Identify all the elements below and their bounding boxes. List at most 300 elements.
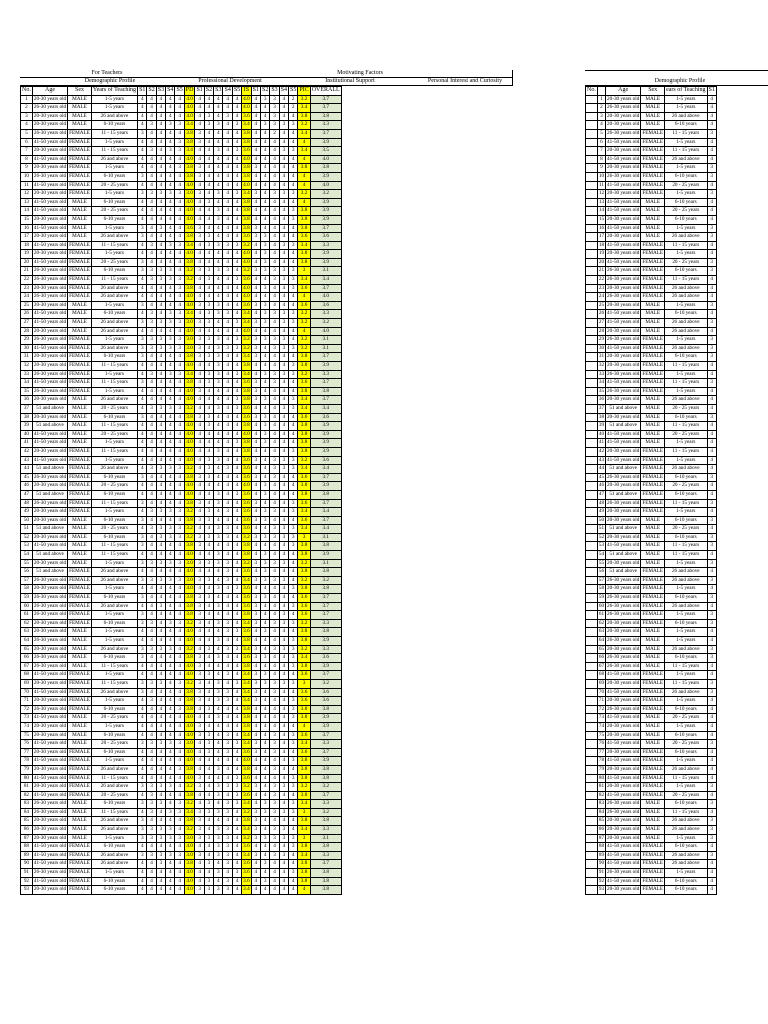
table-cell: FEMALE (68, 886, 92, 895)
table-cell: 3 (195, 336, 204, 345)
table-cell: 41-50 years old (32, 757, 67, 766)
table-cell: 4 (156, 869, 165, 878)
table-cell: 3.6 (242, 774, 251, 783)
table-cell: 41-50 years old (32, 542, 67, 551)
column-header: PIC (298, 87, 310, 96)
table-cell: 4 (166, 250, 175, 259)
table-cell: 3 (289, 276, 298, 285)
table-cell: 41-50 years old (606, 757, 641, 766)
table-cell: 69 (21, 679, 33, 688)
table-cell: 3 (147, 800, 156, 809)
table-cell: 3.3 (310, 826, 341, 835)
table-row (21, 164, 342, 173)
table-cell: 3.7 (310, 224, 341, 233)
table-cell: 41-50 years old (606, 714, 641, 723)
table-cell: 3 (279, 370, 288, 379)
table-cell: 4 (261, 181, 270, 190)
table-cell: 4 (251, 276, 260, 285)
table-row (21, 396, 342, 405)
table-cell: MALE (68, 628, 92, 637)
table-cell: 20 - 25 years (665, 525, 707, 534)
table-cell: 20-30 years old (32, 301, 67, 310)
table-cell: 4 (289, 250, 298, 259)
table-cell: 4 (214, 233, 223, 242)
table-cell: 3 (195, 576, 204, 585)
table-cell (586, 439, 598, 448)
table-cell: 6-10 years (665, 731, 707, 740)
table-cell: MALE (641, 662, 665, 671)
table-cell: 20-30 years old (606, 413, 641, 422)
table-cell: 3 (166, 267, 175, 276)
table-cell: 4 (279, 499, 288, 508)
table-cell: 3.8 (298, 422, 310, 431)
table-cell: 4 (214, 705, 223, 714)
table-cell: 3 (707, 233, 716, 242)
table-cell: 4 (232, 473, 241, 482)
table-cell: 4 (156, 765, 165, 774)
table-cell: 4 (232, 301, 241, 310)
table-cell: 3 (166, 826, 175, 835)
table-cell: 4 (138, 112, 147, 121)
table-cell: 3 (195, 301, 204, 310)
table-cell: 3.6 (242, 276, 251, 285)
table-cell: FEMALE (68, 783, 92, 792)
table-cell: 41-50 years old (606, 181, 641, 190)
table-cell: 4 (279, 327, 288, 336)
column-header: Age (32, 87, 67, 96)
table-cell: 4 (707, 714, 716, 723)
table-cell: 26-30 years old (32, 594, 67, 603)
table-cell: 4 (707, 276, 716, 285)
table-cell (586, 172, 598, 181)
table-cell: 4 (204, 430, 213, 439)
table-cell: 3.6 (242, 499, 251, 508)
table-cell: 4 (166, 224, 175, 233)
table-cell: 1-5 years (91, 834, 137, 843)
table-cell: 4 (204, 628, 213, 637)
table-cell: 3 (138, 851, 147, 860)
table-cell: 3.2 (310, 679, 341, 688)
table-cell: 3 (204, 576, 213, 585)
table-cell: 3.8 (298, 637, 310, 646)
table-cell: 83 (597, 800, 605, 809)
table-cell: 3.2 (310, 808, 341, 817)
table-cell: FEMALE (68, 791, 92, 800)
table-cell: 3 (138, 516, 147, 525)
table-cell: 3.9 (310, 430, 341, 439)
table-cell: 3 (175, 800, 184, 809)
table-cell: 3.0 (184, 190, 195, 199)
table-row (586, 224, 717, 233)
table-cell: 4 (298, 293, 310, 302)
table-cell: 4 (147, 413, 156, 422)
table-cell: 4 (138, 765, 147, 774)
table-cell: 3 (232, 404, 241, 413)
table-cell: 4 (232, 164, 241, 173)
table-cell: 4 (251, 791, 260, 800)
table-cell: 3.8 (298, 774, 310, 783)
table-cell: 26 and above (91, 396, 137, 405)
table-cell: 3 (138, 233, 147, 242)
table-cell: 66 (21, 654, 33, 663)
table-cell: 3.3 (310, 370, 341, 379)
right-data-table (585, 86, 717, 895)
table-cell: 4 (175, 654, 184, 663)
table-row (586, 602, 717, 611)
table-cell: 4 (138, 276, 147, 285)
table-cell: 3.6 (310, 456, 341, 465)
table-cell: 4 (166, 353, 175, 362)
table-cell: 26 and above (91, 860, 137, 869)
table-cell: MALE (641, 834, 665, 843)
table-cell: 3 (707, 129, 716, 138)
table-cell: 11 - 15 years (665, 379, 707, 388)
table-cell: 4 (707, 697, 716, 706)
table-cell: 26-30 years old (606, 705, 641, 714)
table-cell: MALE (641, 714, 665, 723)
table-cell: 4 (261, 714, 270, 723)
table-row (21, 886, 342, 895)
table-cell: 3 (232, 800, 241, 809)
table-cell: 3 (138, 379, 147, 388)
table-cell: 26 and above (665, 112, 707, 121)
table-cell: 4 (251, 843, 260, 852)
table-cell (586, 276, 598, 285)
table-cell: 4.0 (184, 155, 195, 164)
table-cell: 45 (597, 473, 605, 482)
table-cell: 3 (597, 112, 605, 121)
table-cell: 1-5 years (91, 138, 137, 147)
table-cell: 4 (279, 224, 288, 233)
table-cell: 4 (279, 697, 288, 706)
table-cell: FEMALE (68, 594, 92, 603)
table-cell: 4 (232, 826, 241, 835)
table-cell: 4 (279, 860, 288, 869)
table-cell: 4 (214, 181, 223, 190)
table-cell: 3.8 (298, 207, 310, 216)
table-row (586, 490, 717, 499)
table-cell: FEMALE (641, 181, 665, 190)
column-header: PD (184, 87, 195, 96)
table-cell: 3.2 (184, 679, 195, 688)
table-cell: 4 (156, 628, 165, 637)
table-cell: 4 (156, 379, 165, 388)
table-cell: 26-30 years old (606, 654, 641, 663)
table-cell: 57 (597, 576, 605, 585)
table-cell: MALE (68, 834, 92, 843)
table-cell: 4 (214, 860, 223, 869)
table-cell: 6-10 years (665, 516, 707, 525)
table-cell: 4 (195, 791, 204, 800)
table-cell: 1-5 years (665, 387, 707, 396)
table-cell: 4 (175, 129, 184, 138)
table-cell: 3 (223, 851, 232, 860)
table-cell: 4 (251, 207, 260, 216)
table-cell: 4 (204, 791, 213, 800)
table-cell: 32 (21, 362, 33, 371)
table-cell: 56 (21, 568, 33, 577)
table-cell: FEMALE (68, 611, 92, 620)
table-cell: 41-50 years old (606, 456, 641, 465)
table-cell: 4 (138, 628, 147, 637)
table-cell: 4 (289, 172, 298, 181)
table-cell: 3 (175, 319, 184, 328)
table-cell: 4 (223, 473, 232, 482)
table-cell: 92 (597, 877, 605, 886)
table-cell: 3.8 (184, 413, 195, 422)
table-cell: 3 (223, 886, 232, 895)
table-cell: 3 (175, 284, 184, 293)
table-cell: 26 and above (91, 112, 137, 121)
table-cell: 4 (251, 731, 260, 740)
table-cell: 3.2 (310, 190, 341, 199)
table-cell: 20-30 years old (32, 834, 67, 843)
table-cell: 44 (597, 465, 605, 474)
table-cell: 4 (279, 258, 288, 267)
table-cell: 26-30 years old (606, 662, 641, 671)
table-cell: 4 (204, 525, 213, 534)
table-cell: 3 (138, 336, 147, 345)
table-cell: 3 (214, 826, 223, 835)
table-cell: 3.6 (310, 301, 341, 310)
table-cell: 4 (707, 327, 716, 336)
table-cell: 3 (261, 422, 270, 431)
table-cell: 4 (204, 774, 213, 783)
table-cell: 3 (261, 568, 270, 577)
table-cell: 3 (195, 224, 204, 233)
table-cell: 4 (270, 241, 279, 250)
table-cell: 4 (156, 301, 165, 310)
header-rule (20, 77, 513, 78)
table-cell: 3 (251, 224, 260, 233)
table-cell: 3.2 (310, 783, 341, 792)
table-cell: 4 (147, 722, 156, 731)
table-cell: 3 (289, 654, 298, 663)
table-row (21, 611, 342, 620)
table-cell: 4 (279, 585, 288, 594)
table-cell: 4 (156, 293, 165, 302)
table-cell: 4 (251, 869, 260, 878)
table-cell: 4 (232, 731, 241, 740)
table-cell: 4 (279, 129, 288, 138)
table-cell: 4 (261, 757, 270, 766)
table-cell: 34 (597, 379, 605, 388)
table-cell: 26 and above (91, 233, 137, 242)
table-cell: 4 (279, 413, 288, 422)
table-cell: 3 (232, 147, 241, 156)
table-cell: 63 (21, 628, 33, 637)
table-cell: 26 and above (665, 284, 707, 293)
table-cell: 3 (270, 800, 279, 809)
table-cell (586, 576, 598, 585)
table-cell: 3 (138, 172, 147, 181)
table-cell: 4 (261, 293, 270, 302)
table-cell: 3 (147, 791, 156, 800)
group-personal: Personal Interest and Curiosity (427, 78, 503, 84)
table-cell: 3.4 (310, 525, 341, 534)
table-cell: 4 (166, 637, 175, 646)
table-cell: 20-30 years old (606, 886, 641, 895)
table-cell: FEMALE (641, 284, 665, 293)
table-cell: 3 (195, 783, 204, 792)
table-cell: 3 (175, 705, 184, 714)
table-cell: 3.4 (184, 310, 195, 319)
table-cell: MALE (641, 112, 665, 121)
table-cell: 3.4 (242, 731, 251, 740)
table-cell: 50 (21, 516, 33, 525)
table-cell: 4 (175, 172, 184, 181)
table-cell: 4 (223, 757, 232, 766)
table-cell: 15 (21, 215, 33, 224)
table-cell: 11 - 15 years (665, 241, 707, 250)
table-cell: FEMALE (641, 336, 665, 345)
table-cell: 3 (138, 783, 147, 792)
table-cell: 3 (251, 559, 260, 568)
table-cell: 3 (204, 379, 213, 388)
table-cell: 3 (707, 559, 716, 568)
table-cell: 3.8 (242, 765, 251, 774)
table-cell: 41 (21, 439, 33, 448)
table-cell: 67 (597, 662, 605, 671)
table-cell: 4 (204, 499, 213, 508)
table-cell: 26-30 years old (32, 576, 67, 585)
table-cell: 4 (232, 654, 241, 663)
table-cell: 4 (138, 121, 147, 130)
table-cell: 6-10 years (91, 654, 137, 663)
table-cell: 4 (156, 611, 165, 620)
table-row (21, 585, 342, 594)
table-cell: 3 (147, 576, 156, 585)
table-cell: 6-10 years (665, 121, 707, 130)
table-cell: 3 (270, 748, 279, 757)
table-cell: 4 (261, 817, 270, 826)
table-cell: 3 (261, 800, 270, 809)
table-cell: 4 (214, 645, 223, 654)
table-cell: 3.2 (298, 310, 310, 319)
table-cell: 20-30 years old (32, 533, 67, 542)
table-row (21, 129, 342, 138)
table-cell: 3.8 (184, 765, 195, 774)
table-cell: 3 (166, 404, 175, 413)
table-cell: 20 - 25 years (665, 181, 707, 190)
table-cell: 3 (138, 645, 147, 654)
table-cell: 4 (270, 319, 279, 328)
table-cell: 3.2 (298, 783, 310, 792)
table-cell: 4 (270, 353, 279, 362)
table-cell (586, 207, 598, 216)
table-cell: 3 (175, 559, 184, 568)
table-row (21, 482, 342, 491)
table-row (586, 112, 717, 121)
table-cell: 10 (597, 172, 605, 181)
table-cell: 4 (156, 731, 165, 740)
table-row (586, 104, 717, 113)
table-cell: 3 (204, 594, 213, 603)
table-cell: 18 (597, 241, 605, 250)
table-cell (586, 164, 598, 173)
table-cell: 26 and above (91, 327, 137, 336)
table-cell: 41-50 years old (606, 774, 641, 783)
table-cell: 4 (147, 688, 156, 697)
table-cell: 4 (147, 215, 156, 224)
table-cell: 4 (223, 215, 232, 224)
table-cell: 4 (279, 181, 288, 190)
table-cell: 3 (166, 121, 175, 130)
table-cell: 61 (21, 611, 33, 620)
table-cell: 4 (270, 542, 279, 551)
table-cell: 3 (204, 748, 213, 757)
table-cell: 4 (232, 233, 241, 242)
table-cell: FEMALE (68, 576, 92, 585)
table-cell: 4 (156, 215, 165, 224)
table-cell: 3.7 (310, 129, 341, 138)
table-cell: 32 (597, 362, 605, 371)
table-cell: 4 (138, 791, 147, 800)
table-row (586, 722, 717, 731)
table-cell: 3 (289, 705, 298, 714)
table-cell: 3.0 (184, 344, 195, 353)
table-cell: 4 (279, 654, 288, 663)
table-cell: 4 (195, 714, 204, 723)
table-cell: 4 (270, 869, 279, 878)
table-cell: 3 (147, 808, 156, 817)
table-cell: 3.8 (298, 112, 310, 121)
table-row (21, 791, 342, 800)
table-cell: 1-5 years (91, 508, 137, 517)
table-cell: 3 (204, 370, 213, 379)
table-cell: 4 (279, 671, 288, 680)
table-cell: 4.0 (184, 490, 195, 499)
table-cell: 4 (232, 748, 241, 757)
table-cell: 4 (270, 628, 279, 637)
table-cell: 4 (166, 611, 175, 620)
table-cell: 4 (279, 379, 288, 388)
table-cell: 4 (298, 886, 310, 895)
table-cell: 4 (138, 482, 147, 491)
table-cell: 4 (175, 430, 184, 439)
table-cell: 6-10 years (91, 198, 137, 207)
table-cell (586, 413, 598, 422)
table-cell: 3 (175, 404, 184, 413)
table-cell: 4 (232, 327, 241, 336)
table-cell (586, 404, 598, 413)
table-cell: 3.9 (310, 362, 341, 371)
table-cell: 26-30 years old (32, 499, 67, 508)
table-cell: 4 (223, 336, 232, 345)
table-cell: 4.0 (184, 396, 195, 405)
table-cell: 4 (707, 628, 716, 637)
table-cell: 4 (279, 198, 288, 207)
table-cell: 4 (270, 860, 279, 869)
table-row (586, 637, 717, 646)
table-cell: 4 (175, 233, 184, 242)
table-cell: 4 (251, 525, 260, 534)
table-cell: 4 (214, 224, 223, 233)
table-cell: 26 and above (665, 826, 707, 835)
table-cell (586, 843, 598, 852)
table-row (586, 181, 717, 190)
table-cell: 26-30 years old (606, 276, 641, 285)
table-cell: 3.8 (298, 542, 310, 551)
table-cell: 4 (251, 774, 260, 783)
table-cell: 3 (251, 851, 260, 860)
table-cell: 4 (707, 198, 716, 207)
group-institutional: Institutional Support (325, 78, 375, 84)
table-cell: 3.6 (184, 224, 195, 233)
table-cell: 9 (21, 164, 33, 173)
table-cell: 4 (214, 482, 223, 491)
table-cell: 26 and above (91, 826, 137, 835)
